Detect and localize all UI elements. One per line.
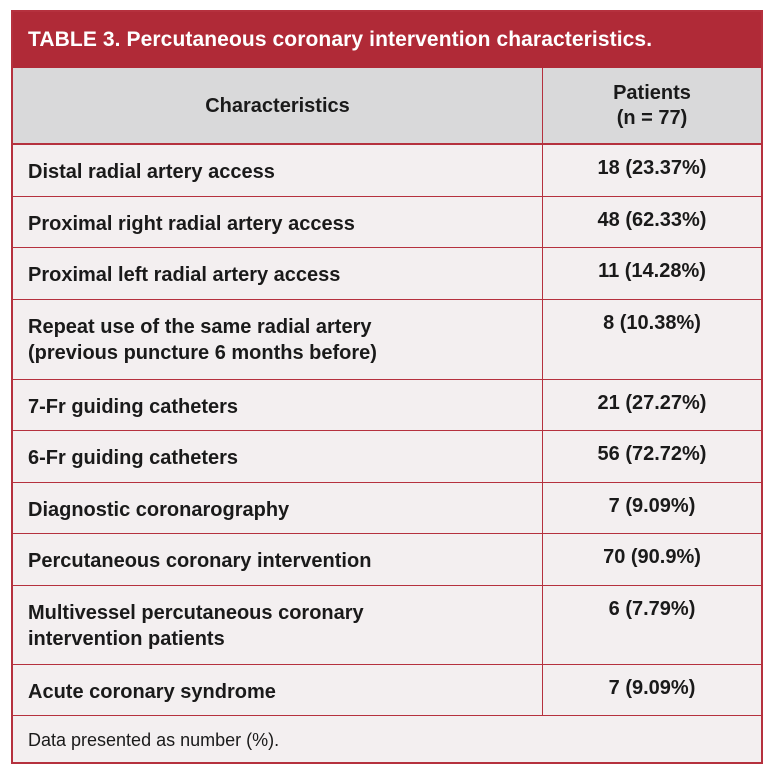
table-row (13, 483, 761, 534)
row-value: 7 (9.09%) (608, 495, 696, 517)
table-row (13, 665, 761, 716)
table-row (13, 300, 761, 380)
table-row (13, 145, 761, 197)
table-header-row (13, 68, 761, 145)
row-value: 11 (14.28%) (598, 260, 706, 282)
column-header-patients-n: (n = 77) (616, 106, 688, 129)
row-value: 8 (10.38%) (603, 312, 701, 334)
row-value: 48 (62.33%) (597, 209, 707, 231)
row-label: Proximal left radial artery access (13, 248, 543, 299)
row-label: Diagnostic coronarography (13, 483, 543, 533)
row-label-line: intervention patients (28, 628, 225, 650)
row-label: 6-Fr guiding catheters (13, 431, 543, 482)
table-row (13, 586, 761, 665)
row-label-line: (previous puncture 6 months before) (28, 342, 377, 364)
column-header-characteristics: Characteristics (13, 68, 543, 143)
row-value: 21 (27.27%) (597, 392, 707, 414)
row-value: 70 (90.9%) (603, 546, 701, 568)
table-row (13, 534, 761, 586)
column-header-patients (543, 68, 761, 143)
row-value: 18 (23.37%) (597, 157, 707, 179)
row-label-line: Multivessel percutaneous coronary (28, 602, 364, 624)
row-label: Distal radial artery access (13, 145, 543, 196)
row-value: 6 (7.79%) (608, 598, 696, 620)
row-label (13, 586, 543, 664)
table-title: TABLE 3. Percutaneous coronary intervention characteristics. (13, 12, 761, 68)
row-value: 56 (72.72%) (597, 443, 707, 465)
row-label: Percutaneous coronary intervention (13, 534, 543, 585)
table-row (13, 380, 761, 431)
table-row (13, 431, 761, 483)
table-row (13, 197, 761, 248)
row-value: 7 (9.09%) (608, 677, 696, 699)
row-label-line: Repeat use of the same radial artery (28, 316, 372, 338)
row-label: 7-Fr guiding catheters (13, 380, 543, 430)
row-label (13, 300, 543, 379)
table-card (11, 10, 763, 764)
row-label: Proximal right radial artery access (13, 197, 543, 247)
table-footnote: Data presented as number (%). (28, 730, 280, 750)
table-row (13, 248, 761, 300)
row-label: Acute coronary syndrome (13, 665, 543, 715)
column-header-patients-label: Patients (613, 81, 691, 104)
